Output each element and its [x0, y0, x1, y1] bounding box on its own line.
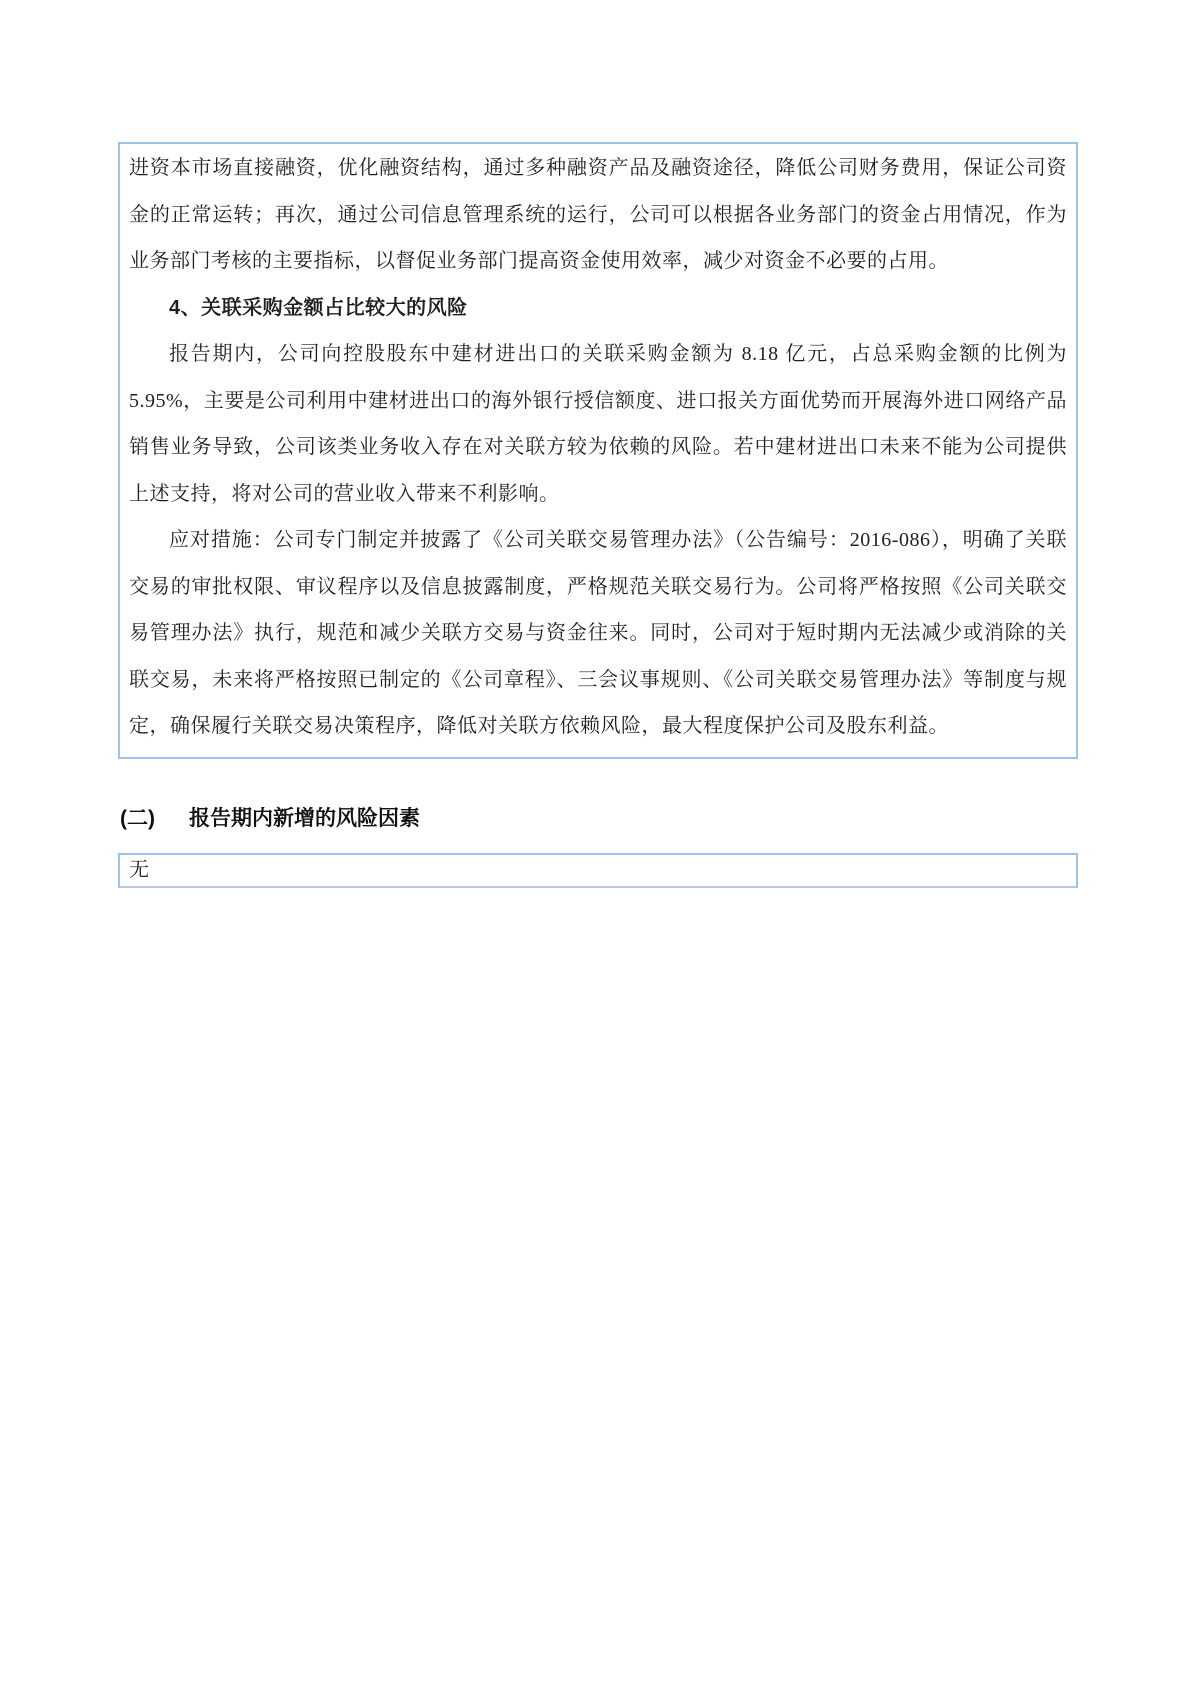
risk-4-heading: 4、关联采购金额占比较大的风险 [169, 296, 468, 319]
section-heading [120, 804, 420, 834]
risk-factor-box [118, 142, 1078, 759]
section-title: 报告期内新增的风险因素 [189, 807, 420, 830]
new-risk-box [118, 853, 1078, 888]
paragraph-continuation: 进资本市场直接融资，优化融资结构，通过多种融资产品及融资途径，降低公司财务费用，保证公司资金的正常运转；再次，通过公司信息管理系统的运行，公司可以根据各业务部门的资金占用情况，作为业务部门考核的主要指标，以督促业务部门提高资金使用效率，减少对资金不必要的占用。 [129, 157, 1067, 272]
section-number: (二) [120, 807, 155, 830]
risk-4-description: 报告期内，公司向控股股东中建材进出口的关联采购金额为 8.18 亿元，占总采购金额的比例为 5.95%，主要是公司利用中建材进出口的海外银行授信额度、进口报关方面优势而开展海外进口网络产品销售业务导致，公司该类业务收入存在对关联方较为依赖的风险。若中建材进出口未来不能为公司提供上述支持，将对公司的营业收入带来不利影响。 [129, 343, 1067, 505]
new-risk-value: 无 [129, 859, 149, 881]
risk-4-countermeasures: 应对措施：公司专门制定并披露了《公司关联交易管理办法》（公告编号：2016-086），明确了关联交易的审批权限、审议程序以及信息披露制度，严格规范关联交易行为。公司将严格按照《公司关联交易管理办法》执行，规范和减少关联方交易与资金往来。同时，公司对于短时期内无法减少或消除的关联交易，未来将严格按照已制定的《公司章程》、三会议事规则、《公司关联交易管理办法》等制度与规定，确保履行关联交易决策程序，降低对关联方依赖风险，最大程度保护公司及股东利益。 [129, 529, 1067, 737]
